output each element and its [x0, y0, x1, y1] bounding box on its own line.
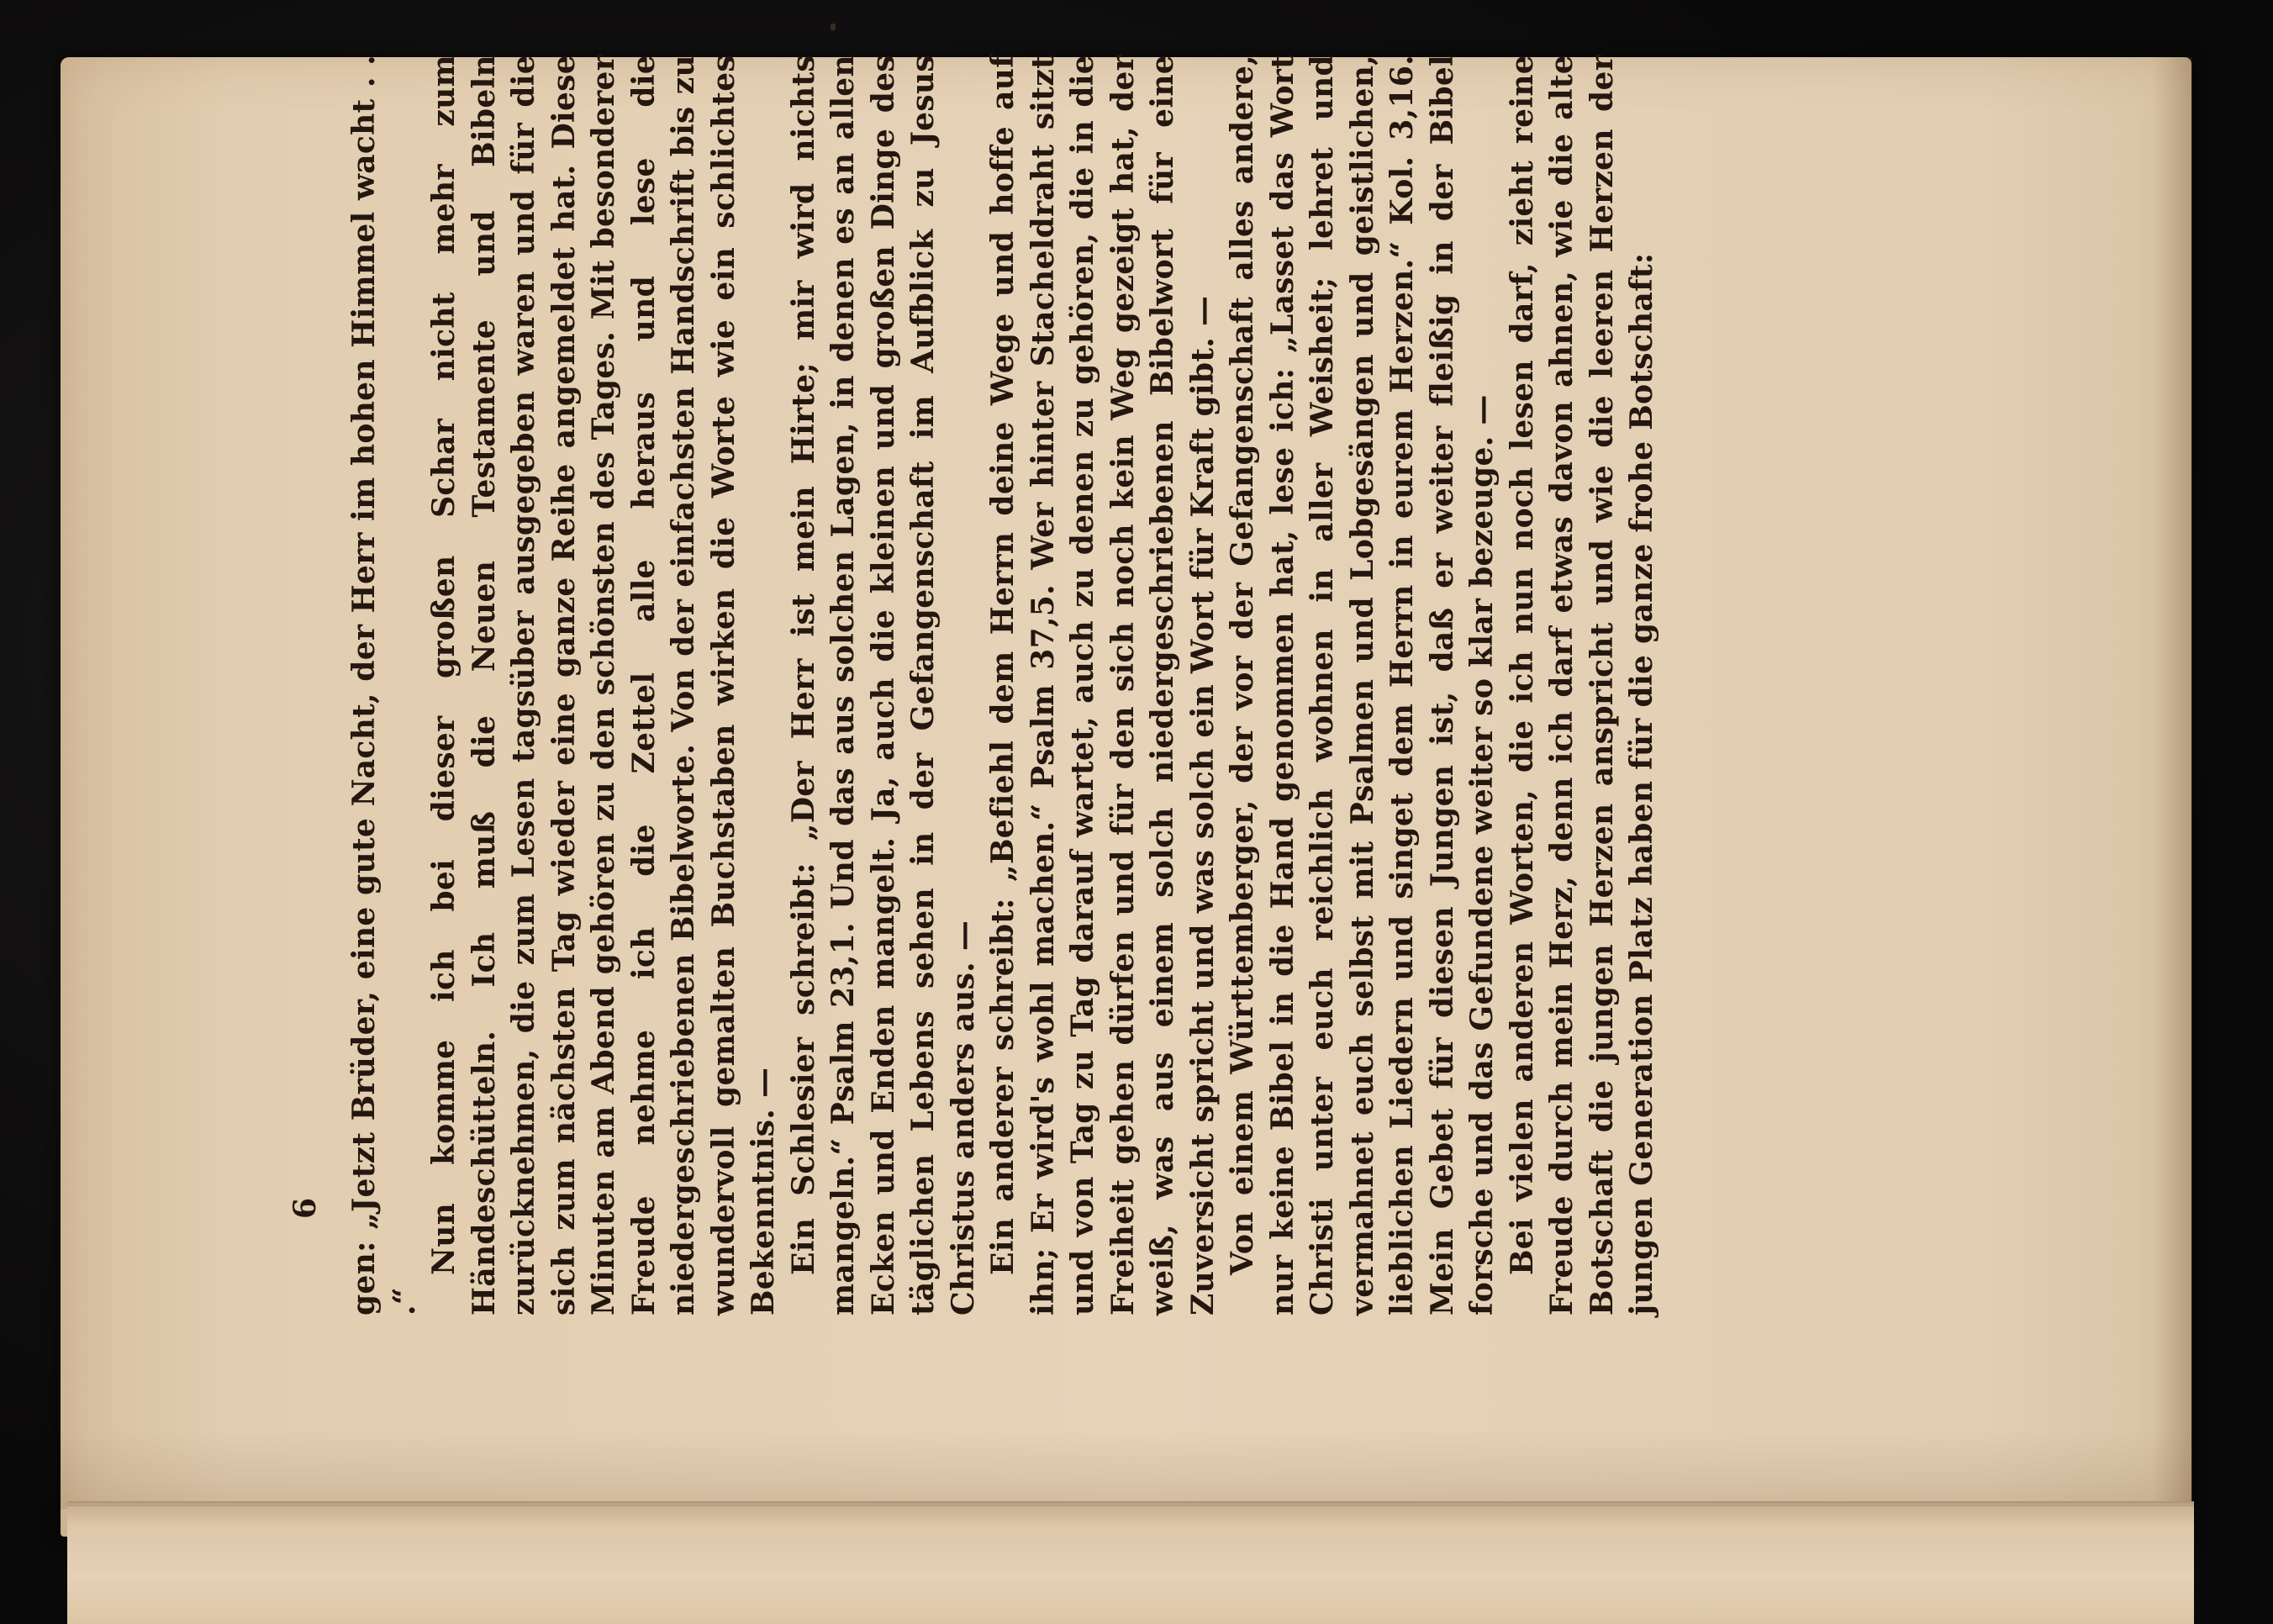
page-edge-shadow: [2152, 57, 2192, 1537]
facing-page-edge: [67, 1505, 2194, 1624]
paragraph-4: Ein anderer schreibt: „Befiehl dem Herrn deine Wege und hoffe auf ihn; Er wird's wohl machen.“ Psalm 37,5. Wer hinter Stacheldraht sitzt und von Tag zu Tag darauf wartet, auch zu denen zu gehören, die in die Freiheit gehen dürfen und für den sich noch kein Weg gezeigt hat, der weiß, was aus einem solch niedergeschriebenen Bibelwort für eine Zuversicht spricht und was solch ein Wort für Kraft gibt. —: [985, 55, 1221, 1316]
paragraph-5: Von einem Württemberger, der vor der Gefangenschaft alles andere, nur keine Bibel in die Hand genommen hat, lese ich: „Lasset das Wort Christi unter euch reichlich wohnen in aller Weisheit; lehret und vermahnet euch selbst mit Psalmen und Lobgesängen und geistlichen, lieblichen Liedern und singet dem Herrn in eurem Herzen.“ Kol. 3,16. Mein Gebet für diesen Jungen ist, daß er weiter fleißig in der Bibel forsche und das Gefundene weiter so klar bezeuge. —: [1225, 55, 1500, 1316]
paragraph-1: gen: „Jetzt Brüder, eine gute Nacht, der Herr im hohen Himmel wacht . . .“: [346, 55, 422, 1316]
paragraph-6: Bei vielen anderen Worten, die ich nun noch lesen darf, zieht reine Freude durch mein Herz, denn ich darf etwas davon ahnen, wie die alte Botschaft die jungen Herzen anspricht und wie die leeren Herzen der jungen Generation Platz haben für die ganze frohe Botschaft:: [1504, 55, 1659, 1316]
paragraph-3: Ein Schlesier schreibt: „Der Herr ist mein Hirte; mir wird nichts mangeln.“ Psalm 23,1. Und das aus solchen Lagen, in denen es an allen Ecken und Enden mangelt. Ja, auch die kleinen und großen Dinge des täglichen Lebens sehen in der Gefangenschaft im Aufblick zu Jesus Christus anders aus. —: [785, 55, 981, 1316]
page-number: 6: [287, 1197, 323, 1219]
dust-speck: [831, 24, 836, 30]
paragraph-2: Nun komme ich bei dieser großen Schar nicht mehr zum Händeschütteln. Ich muß die Neuen Testamente und Bibeln zurücknehmen, die zum Lesen tagsüber ausgegeben waren und für die sich zum nächsten Tag wieder eine ganze Reihe angemeldet hat. Diese Minuten am Abend gehören zu den schönsten des Tages. Mit besonderer Freude nehme ich die Zettel alle heraus und lese die niedergeschriebenen Bibelworte. Von der einfachsten Handschrift bis zu wundervoll gemalten Buchstaben wirken die Worte wie ein schlichtes Bekenntnis. —: [426, 55, 781, 1316]
page-text-block: [345, 55, 1659, 1316]
spine-shadow: [61, 1429, 2191, 1509]
